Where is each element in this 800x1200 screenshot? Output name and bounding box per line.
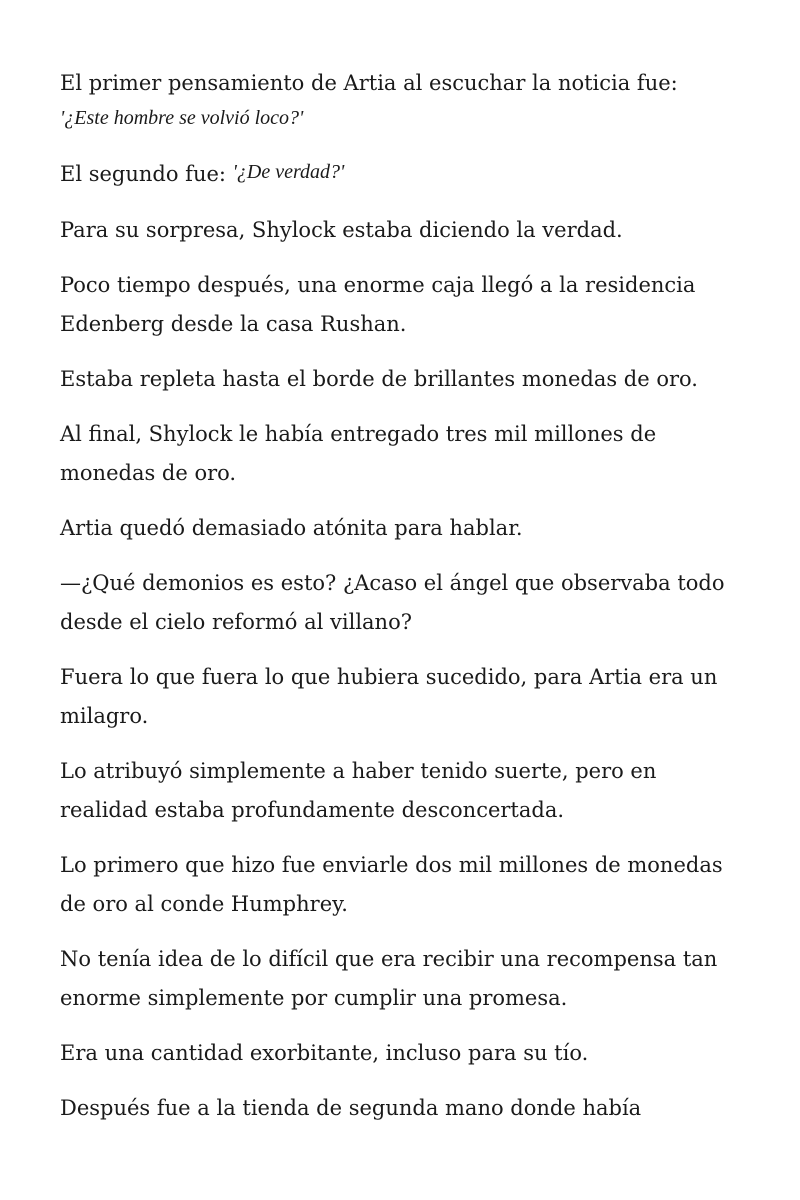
document-page (60, 64, 750, 1144)
paragraph-2 (60, 155, 750, 195)
paragraph-3: Para su sorpresa, Shylock estaba diciendo la verdad. (60, 218, 623, 242)
paragraph-text: El segundo fue: (60, 162, 233, 186)
paragraph-8: —¿Qué demonios es esto? ¿Acaso el ángel que observaba todo desde el cielo reformó al villano? (60, 571, 725, 634)
paragraph-10: Lo atribuyó simplemente a haber tenido suerte, pero en realidad estaba profundamente desconcertada. (60, 759, 657, 822)
paragraph-4: Poco tiempo después, una enorme caja llegó a la residencia Edenberg desde la casa Rushan. (60, 273, 696, 336)
inner-thought: '¿De verdad?' (232, 161, 345, 183)
paragraph-12: No tenía idea de lo difícil que era recibir una recompensa tan enorme simplemente por cumplir una promesa. (60, 947, 718, 1010)
paragraph-text: El primer pensamiento de Artia al escuchar la noticia fue: (60, 71, 678, 95)
paragraph-13: Era una cantidad exorbitante, incluso para su tío. (60, 1041, 589, 1065)
paragraph-5: Estaba repleta hasta el borde de brillantes monedas de oro. (60, 367, 698, 391)
inner-thought: '¿Este hombre se volvió loco?' (60, 107, 304, 129)
paragraph-14: Después fue a la tienda de segunda mano donde había (60, 1096, 642, 1120)
paragraph-9: Fuera lo que fuera lo que hubiera sucedido, para Artia era un milagro. (60, 665, 718, 728)
paragraph-1 (60, 64, 750, 139)
paragraph-6: Al final, Shylock le había entregado tres mil millones de monedas de oro. (60, 422, 657, 485)
paragraph-7: Artia quedó demasiado atónita para hablar. (60, 516, 523, 540)
paragraph-11: Lo primero que hizo fue enviarle dos mil millones de monedas de oro al conde Humphrey. (60, 853, 723, 916)
